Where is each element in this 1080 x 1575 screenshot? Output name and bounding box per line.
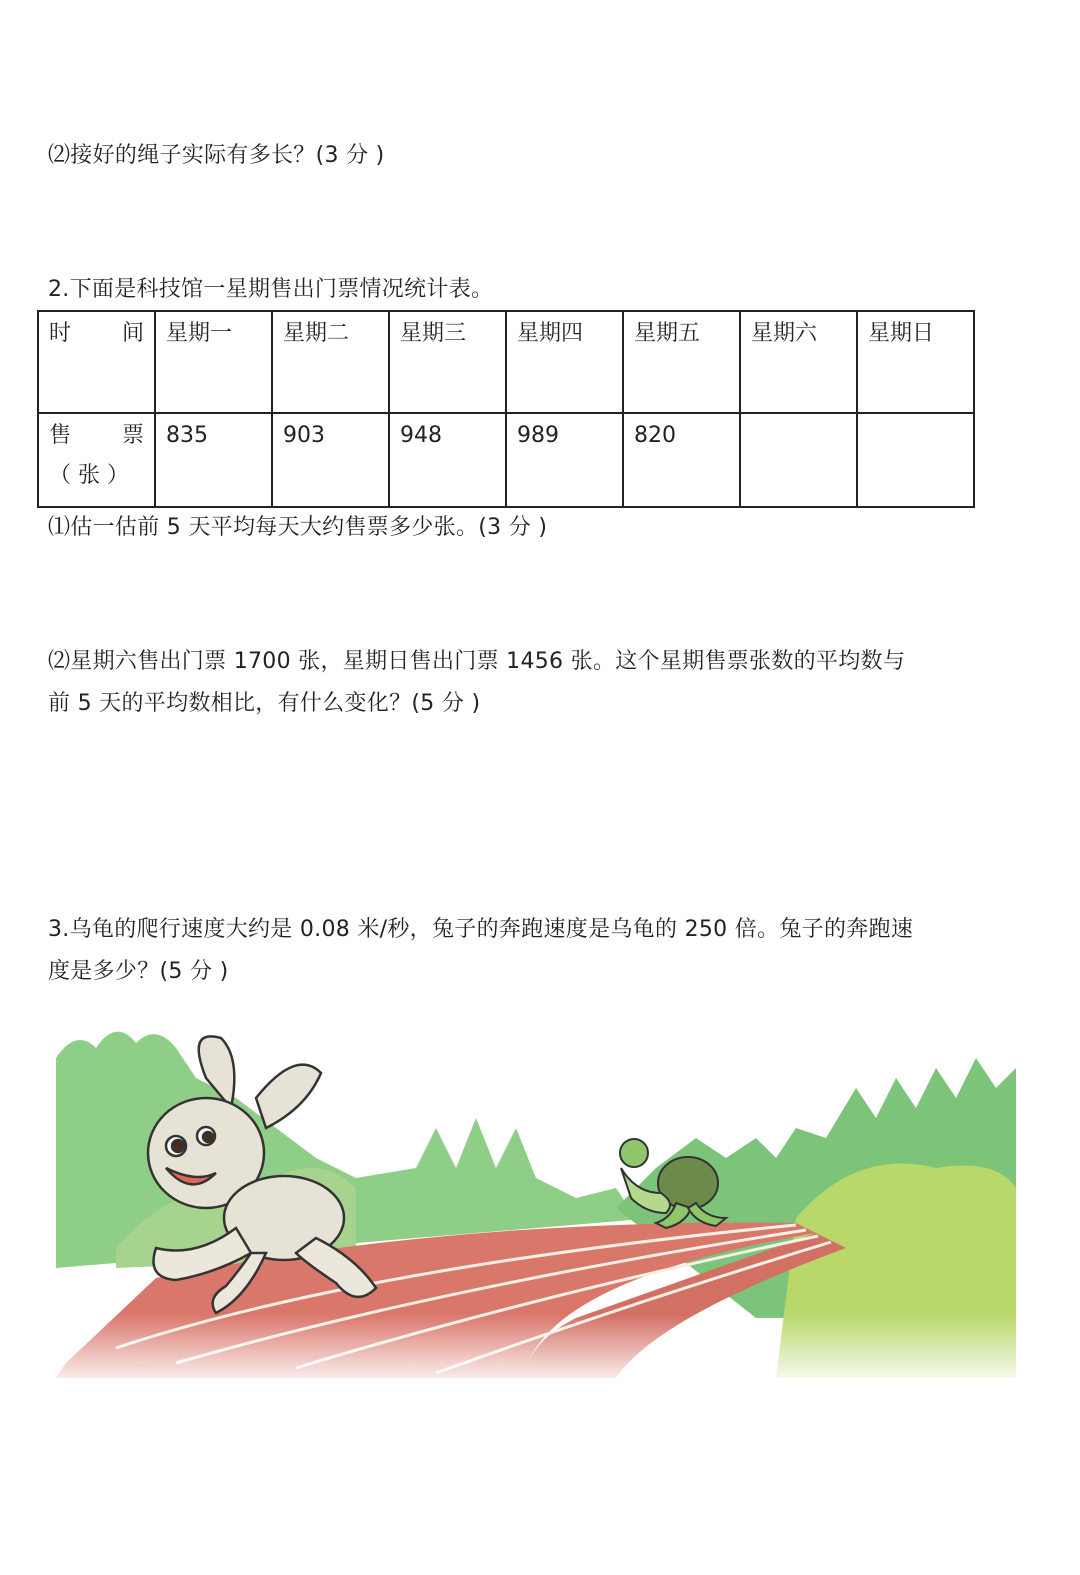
table-row: [38, 311, 974, 413]
row-header-char: 间: [121, 321, 144, 346]
question-2-sub-2-line-1: ⑵星期六售出门票 1700 张，星期日售出门票 1456 张。这个星期售票张数的平均数与: [48, 649, 906, 674]
day-cell: 星期四: [506, 311, 623, 413]
row-header-unit: （ 张 ）: [49, 463, 129, 488]
table-row: [38, 413, 974, 507]
ticket-cell: 820: [623, 413, 740, 507]
row-header-char: 时: [49, 321, 72, 346]
day-cell: 星期二: [272, 311, 389, 413]
day-cell: 星期六: [740, 311, 857, 413]
row-header-time: [38, 311, 155, 413]
row-header-char: 票: [121, 423, 144, 448]
ticket-cell: 948: [389, 413, 506, 507]
previous-question: ⑵接好的绳子实际有多长？(3 分 ): [48, 143, 385, 168]
rabbit-turtle-race-illustration: [56, 1018, 1016, 1388]
ticket-cell: 989: [506, 413, 623, 507]
question-3-line-1: 3.乌龟的爬行速度大约是 0.08 米/秒，兔子的奔跑速度是乌龟的 250 倍。兔子的奔跑速: [48, 917, 914, 942]
day-cell: 星期日: [857, 311, 974, 413]
question-3-line-2: 度是多少？(5 分 ): [48, 959, 229, 984]
row-header-tickets: [38, 413, 155, 507]
row-header-char: 售: [49, 423, 72, 448]
question-2-sub-2-line-2: 前 5 天的平均数相比，有什么变化？(5 分 ): [48, 691, 481, 716]
ticket-sales-table: [37, 310, 975, 508]
ticket-cell: [857, 413, 974, 507]
question-2-sub-1: ⑴估一估前 5 天平均每天大约售票多少张。(3 分 ): [48, 515, 548, 540]
ticket-cell: 835: [155, 413, 272, 507]
ticket-cell: 903: [272, 413, 389, 507]
ticket-cell: [740, 413, 857, 507]
day-cell: 星期一: [155, 311, 272, 413]
day-cell: 星期三: [389, 311, 506, 413]
day-cell: 星期五: [623, 311, 740, 413]
question-2-intro: 2.下面是科技馆一星期售出门票情况统计表。: [48, 277, 494, 302]
